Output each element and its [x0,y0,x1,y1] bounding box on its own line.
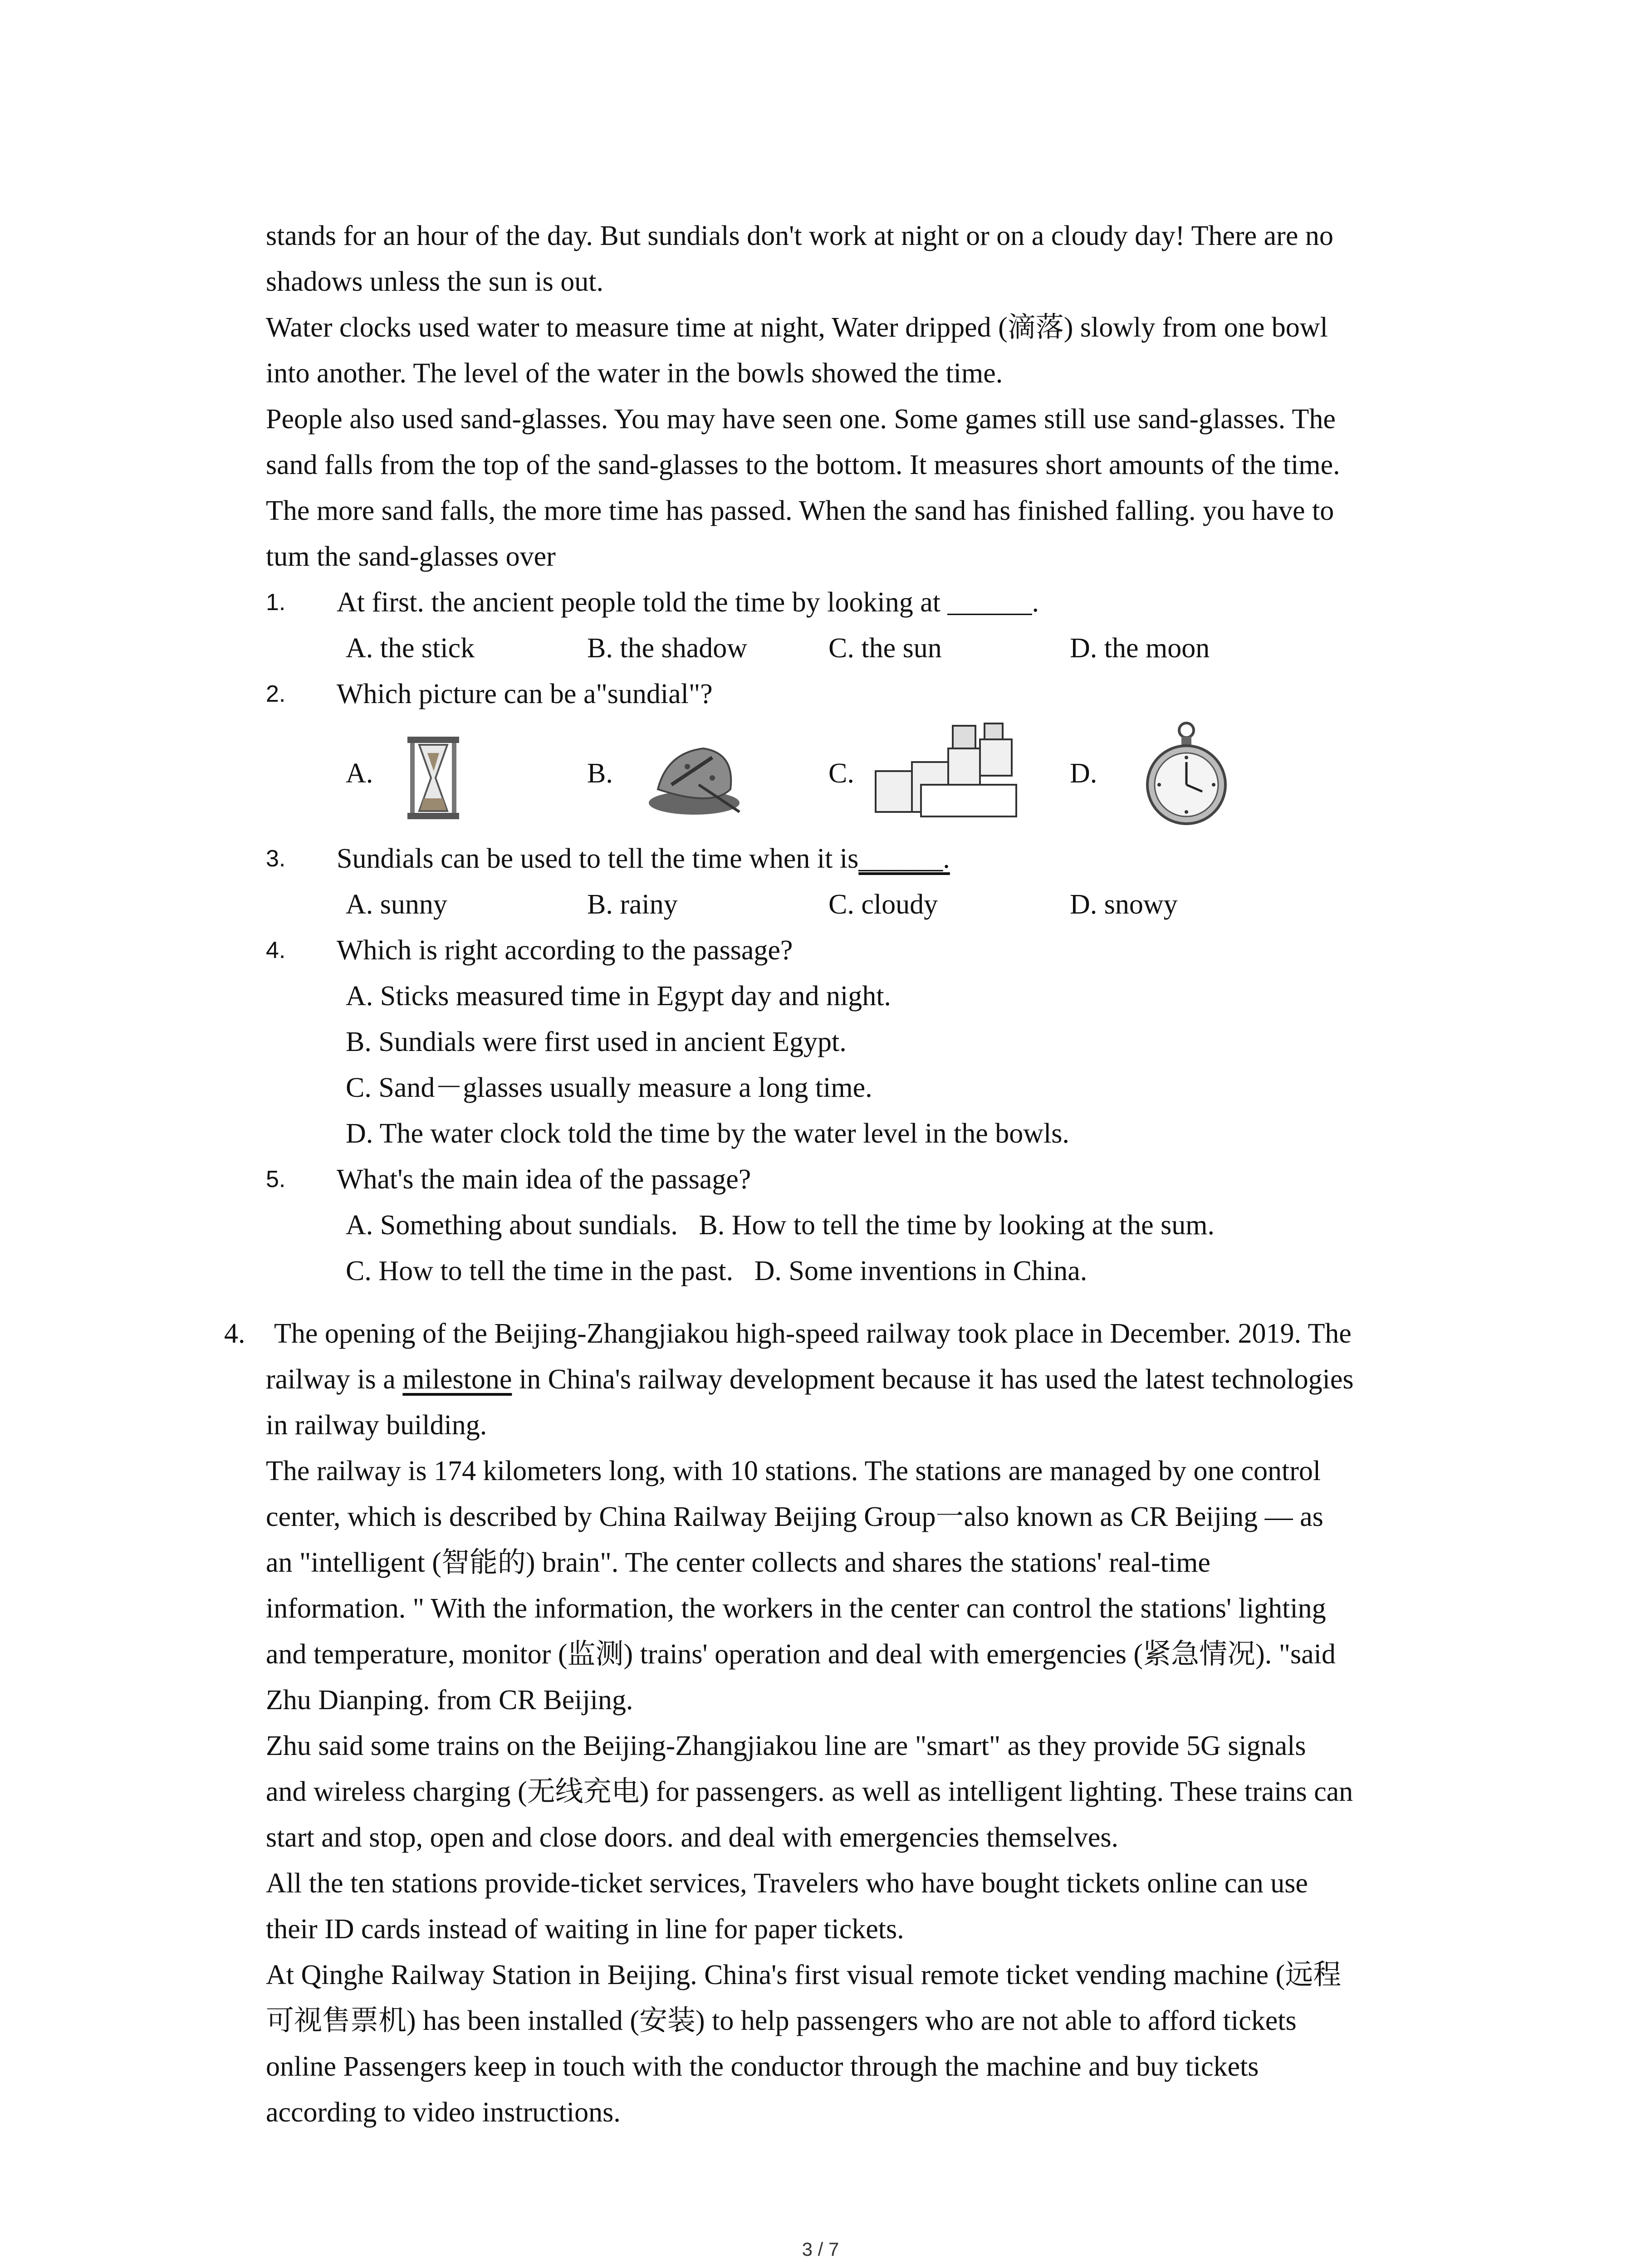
question-number: 2. [266,681,286,707]
option-d: D. [1070,758,1097,789]
passage-line: information. " With the information, the workers in the center can control the stations' lighting [266,1593,1326,1624]
passage-line: At Qinghe Railway Station in Beijing. China's first visual remote ticket vending machine (远程 [266,1960,1342,1990]
passage-line: center, which is described by China Railway Beijing Group一also known as CR Beijing — as [266,1501,1323,1532]
passage-line: Zhu said some trains on the Beijing-Zhangjiakou line are "smart" as they provide 5G signals [266,1730,1306,1761]
option-b: B. Sundials were first used in ancient Egypt. [346,1026,847,1057]
question-text: What's the main idea of the passage? [337,1164,751,1195]
option-c: C. [828,758,854,789]
underlined-word: milestone [402,1364,512,1395]
passage-line: sand falls from the top of the sand-glasses to the bottom. It measures short amounts of the time. [266,450,1340,480]
passage-line: their ID cards instead of waiting in line for paper tickets. [266,1914,904,1945]
passage-line: Zhu Dianping. from CR Beijing. [266,1685,633,1716]
question-number: 4. [266,937,286,963]
question-number: 5. [266,1166,286,1193]
passage-line: stands for an hour of the day. But sundials don't work at night or on a cloudy day! There are no [266,220,1333,251]
option-c: C. the sun [828,633,942,664]
option-d: D. The water clock told the time by the water level in the bowls. [346,1118,1069,1149]
question-text: At first. the ancient people told the time by looking at ______. [337,587,1039,618]
passage-line: Water clocks used water to measure time at night, Water dripped (滴落) slowly from one bowl [266,312,1328,343]
pocket-watch-icon [1143,721,1230,828]
passage-text: railway is a [266,1364,403,1395]
passage-line: start and stop, open and close doors. and deal with emergencies themselves. [266,1822,1119,1853]
option-a: A. [346,758,373,789]
option-b: B. [587,758,613,789]
passage-line: and temperature, monitor (监测) trains' operation and deal with emergencies (紧急情况). "said [266,1639,1336,1670]
question-number: 3. [266,846,286,872]
option-c: C. Sand－glasses usually measure a long time. [346,1072,872,1103]
question-text: Which picture can be a"sundial"? [337,679,713,709]
passage-line: People also used sand-glasses. You may have seen one. Some games still use sand-glasses. The [266,404,1336,435]
passage-line: an "intelligent (智能的) brain". The center collects and shares the stations' real-time [266,1547,1210,1578]
passage-line: and wireless charging (无线充电) for passengers. as well as intelligent lighting. These trains can [266,1776,1353,1807]
options-a-b: A. Something about sundials. B. How to tell the time by looking at the sum. [346,1210,1215,1241]
sundial-icon [644,735,749,821]
question-text [337,836,950,882]
passage-line: according to video instructions. [266,2097,621,2128]
question-number: 1. [266,589,286,616]
option-a: A. the stick [346,633,475,664]
option-a: A. Sticks measured time in Egypt day and night. [346,981,891,1012]
passage-line: into another. The level of the water in the bowls showed the time. [266,358,1003,389]
passage-text: in China's railway development because it has used the latest technologies [512,1364,1354,1395]
passage-line: The opening of the Beijing-Zhangjiakou high-speed railway took place in December. 2019. The [274,1318,1352,1349]
hourglass-icon [404,735,463,821]
answer-blank: ______. [858,843,950,874]
passage-line [266,1357,1354,1403]
option-c: C. cloudy [828,889,938,920]
passage-line: The railway is 174 kilometers long, with 10 stations. The stations are managed by one control [266,1456,1321,1486]
question-text: Which is right according to the passage? [337,935,793,966]
passage-line: The more sand falls, the more time has passed. When the sand has finished falling. you have to [266,495,1334,526]
options-c-d: C. How to tell the time in the past. D. Some inventions in China. [346,1256,1087,1286]
question-stem: Sundials can be used to tell the time when it is [337,843,859,874]
option-d: D. snowy [1070,889,1178,920]
water-clock-icon [871,721,1021,821]
passage-line: All the ten stations provide-ticket services, Travelers who have bought tickets online can use [266,1868,1308,1899]
page-number: 3 / 7 [802,2239,839,2260]
passage-line: 可视售票机) has been installed (安装) to help passengers who are not able to afford tickets [266,2005,1297,2036]
passage-number: 4. [224,1318,245,1349]
passage-line: online Passengers keep in touch with the conductor through the machine and buy tickets [266,2051,1259,2082]
passage-line: shadows unless the sun is out. [266,266,603,297]
option-d: D. the moon [1070,633,1210,664]
option-a: A. sunny [346,889,447,920]
option-b: B. rainy [587,889,678,920]
passage-line: tum the sand-glasses over [266,541,556,572]
passage-line: in railway building. [266,1410,487,1441]
option-b: B. the shadow [587,633,748,664]
